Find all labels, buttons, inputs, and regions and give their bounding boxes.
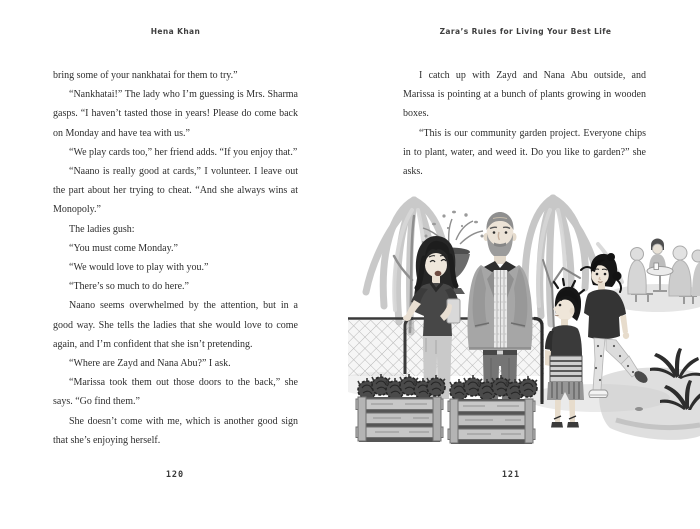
sneaker bbox=[589, 390, 608, 398]
paragraph: “Naano is really good at cards,” I volunteer. I leave out the part about her trying to cheat. “And she always wins at Monopoly.” bbox=[53, 166, 298, 216]
paragraph: The ladies gush: bbox=[69, 223, 135, 235]
running-header-title: Zara’s Rules for Living Your Best Life bbox=[439, 27, 612, 36]
paragraph: I catch up with Zayd and Nana Abu outside, and Marissa is pointing at a bunch of plants growing in wooden boxes. bbox=[403, 70, 646, 120]
paragraph: bring some of your nankhatai for them to try.” bbox=[53, 70, 238, 81]
paragraph: She doesn’t come with me, which is another good sign that she’s enjoying herself. bbox=[53, 415, 298, 446]
seated-elder-back bbox=[673, 246, 687, 260]
running-header-author: Hena Khan bbox=[150, 27, 201, 36]
paragraph: “Marissa took them out those doors to the back,” she says. “Go find them.” bbox=[53, 377, 298, 408]
community-garden-illustration bbox=[348, 184, 700, 474]
mug bbox=[654, 263, 659, 270]
paragraph: “You must come Monday.” bbox=[69, 242, 178, 254]
page-number-right: 121 bbox=[501, 470, 521, 480]
seated-elder-edge bbox=[692, 250, 700, 262]
left-page-text bbox=[53, 66, 298, 462]
paragraph: “We play cards too,” her friend adds. “If you enjoy that.” bbox=[69, 146, 298, 158]
paragraph: “Nankhatai!” The lady who I’m guessing is Mrs. Sharma gasps. “I haven’t tasted those in years! Please do come back on Monday and have tea with us.” bbox=[53, 89, 298, 139]
right-page-text bbox=[403, 66, 646, 181]
paragraph: “This is our community garden project. Everyone chips in to plant, water, and weed it. Do you like to garden?” she asks. bbox=[403, 127, 646, 178]
paragraph: Naano seems overwhelmed by the attention, but in a good way. She tells the ladies that she would love to come again, and I’m confident that she isn’t pretending. bbox=[53, 300, 298, 350]
round-table bbox=[647, 267, 673, 276]
page-number-left: 120 bbox=[165, 470, 185, 480]
paragraph: “We would love to play with you.” bbox=[69, 262, 209, 274]
wooden-crate-right bbox=[448, 399, 535, 444]
seated-elder-headscarf bbox=[631, 248, 644, 261]
paragraph: “Where are Zayd and Nana Abu?” I ask. bbox=[69, 358, 231, 370]
wooden-crate-left bbox=[356, 397, 443, 442]
hand-on-rail bbox=[403, 315, 411, 321]
paragraph: “There’s so much to do here.” bbox=[69, 281, 189, 293]
